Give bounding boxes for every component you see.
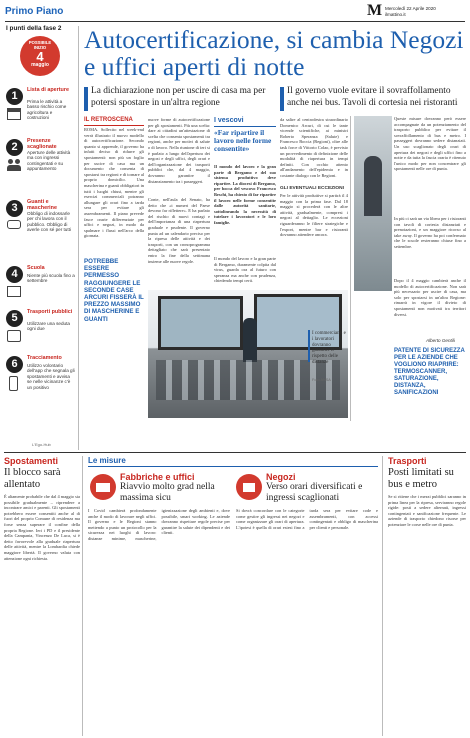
section-title: Primo Piano [5,6,64,17]
section-rule [4,452,466,453]
factories-icon [90,474,116,500]
graphic-source: L'Ego-Hub [32,442,51,447]
block-kicker: Trasporti [388,456,427,466]
step-number: 4 [6,266,23,283]
site-url: ilmattino.it [385,12,406,17]
phase-item [4,354,76,440]
block-body: È altamente probabile che dal 4 maggio sia possibile gradualmente – riprendere a incontrare amici e parenti. Gli spostamenti potrebbero essere consentiti anche al di fuori del proprio Comune di residenza ma forse senza superare il confine della propria Regione. Ieri i PD e il presidente della Campania, Vincenzo De Luca, si è detto favorevole alla graduale riapertura delle attività, mentre la Lombardia chiede maggiore libertà. Il governo valuta con attenzione ogni richiesta. [4,494,80,561]
article-body: Il mondo del lavoro e la gran parte di Bergamo, duramente colpita dal virus, guarda ora al futuro con speranza ma anche con prudenza, chiedendo tempi certi. [214,256,276,284]
block-title: Posti limitati su bus e metro [388,467,454,490]
sidebar-divider [78,26,79,450]
people-icon [7,159,21,171]
block-title: Verso orari diversificati e ingressi scaglionati [266,482,363,503]
article-body: Queste misure dovranno però essere accompagnate da un potenziamento del trasporto pubblico per evitare il sovraffollamento di bus e metro. I passeggeri dovranno sedere distanziati. Un uso scaglionato degli orari di apertura dei negozi e degli uffici fino a notte e da tutta la fascia oraria è ritenuto l'unico modo per non concentrare gli spostamenti nelle ore di punta. [394,116,466,172]
deck-right: Il governo vuole evitare il sovraffollamento anche nei bus. Tavoli di cortesia nei ristoranti [287,86,458,108]
item-title: Lista di aperture [27,87,69,93]
item-title: Trasporti pubblici [27,309,73,315]
block-title: Il blocco sarà allentato [4,467,61,490]
rule [88,466,378,467]
article-body: Per le attività produttive si partirà il 4 maggio con la prima fase. Dal 18 maggio si procederà con le altre attività, gradualmente, compresi i negozi al dettaglio. Le eccezioni riguarderanno le filiere strategiche e l'export, mentre bar e ristoranti dovranno attendere ancora. [280,193,348,238]
article-body: Conte, nell'aula del Senato, ha detto che «i numeri del Paese devono far riflettere». E ha parlato del rischio di nuovi contagi e dell'importanza di una riapertura graduale e prudente. Il governo punta ad un calendario preciso per la ripresa delle attività e dei trasporti, con un cronoprogramma dettagliato che sarà presentato entro la fine della settimana insieme alle nuove regole. [148,197,210,264]
badge-month: maggio [31,62,49,69]
vescovi-quote: «Far ripartire il lavoro nelle forme consentite» [214,128,272,154]
step-number: 3 [6,200,23,217]
item-text: Prima le attività a basso rischio come agricoltura e costruzioni [27,99,67,121]
bus-passenger-photo [354,116,392,291]
header-rule [5,21,465,22]
item-text: Aperture delle attività ma con ingressi contingentati e su appuntamento [27,150,71,172]
block-kicker: Spostamenti [4,456,59,466]
section-label: Le misure [88,456,126,465]
highlight-box [84,258,144,323]
deck-left: La dichiarazione non per uscire di casa ma per potersi spostare in un'altra regione [91,86,266,108]
vescovi-label: I vescovi [214,117,244,124]
block-kicker: Fabbriche e uffici [120,472,195,482]
block-title: Riavvio molto grad nella massima sicu [120,482,215,503]
deck-bar-left [84,87,88,111]
article-body: ROMA. Sollecito nel week-end verrà illustrato il nuovo modello di autocertificazione. Secondo quanto si apprende, il governo ha infatti deciso di ridurre gli spostamenti: non più un foglio per uscire di casa ma un documento che consenta di spostarsi tra regioni e di tornare al proprio domicilio. Una mascherina e guanti obbligatori in tutti i luoghi chiusi, mentre gli esercizi commerciali potranno allungare gli orari fino a tarda sera per evitare gli assembramenti. Il piano prevede fasce orarie differenziate per uffici e negozi, in modo da spalmare i flussi nell'arco della giornata. [84,127,144,239]
badge-label: POSSIBILE INIZIO [28,40,52,50]
step-number: 2 [6,139,23,156]
phase-item [4,86,76,132]
byline: Alberto Gentili [426,338,455,343]
spostamenti-block [4,456,80,736]
school-icon [7,286,21,297]
issue-date: Mercoledì 22 Aprile 2020 [385,6,436,11]
retroscena-label: IL RETROSCENA [84,117,133,123]
shop-icon [236,474,262,500]
article-body: Il mondo del lavoro e la gran parte di Bergamo e del suo sistema produttivo deve ripartire. La diocesi di Bergamo, per bocca del vescovo Francesco Beschi, ha chiesto di far ripartire il lavoro nelle forme consentite dalle autorità sanitarie, sottolineando la necessità di tutelare i lavoratori e le loro famiglie. [214,164,276,225]
sidebar-title: I punti della fase 2 [6,25,62,32]
mask-icon [7,220,21,229]
rule [84,125,144,126]
trasporti-block [388,456,466,736]
item-title: Presenze scaglionate [27,138,57,150]
subhead: GLI EVENTUALI ECCEZIONI [280,186,344,191]
section-header [5,4,465,20]
store-icon [7,108,21,120]
block-body: Si dovrà concordare con le categorie come gestire gli ingressi nei negozi e come organizzare gli orari di apertura. L'ipotesi è quella di orari estesi fino a tarda sera per evitare code e assembramenti, con accessi contingentati e obbligo di mascherina per clienti e personale. [236,508,378,530]
item-title: Tracciamento [27,355,62,361]
pedestrian [243,318,257,362]
column-divider [350,116,351,421]
block-body: Se si ritiene che i mezzi pubblici saranno in prima linea per la ripresa, serviranno regole rigide: posti a sedere alternati, ingressi contingentati e sanificazione frequente. Le aziende di trasporto chiedono risorse per potenziare le corse nelle ore di punta. [388,494,466,527]
highlight-box [394,348,466,408]
phase-item [4,137,76,193]
article-body: nuove forme di autocertificazione per gli spostamenti. Più una scelta: dare ai cittadini un'attestazione di scelta che consenta spostamenti tra regioni, anche per motivi di salute o di lavoro. Nella riunione di ieri si è parlato a lungo dell'apertura dei negozi e degli uffici, degli orari e dell'organizzazione dei trasporti pubblici che, dal 4 maggio, dovranno garantire il distanziamento tra i passeggeri. [148,117,210,184]
block-kicker: Negozi [266,472,296,482]
start-date-badge [20,36,60,76]
column-divider [82,456,83,736]
step-number: 5 [6,310,23,327]
step-number: 6 [6,356,23,373]
phase-item [4,308,76,354]
article-body: In più ci sarà un via libera per i ristoranti con tavoli di cortesia distanziati e prenotazioni, e un maggiore ricorso al take away. Il governo ha poi confermato che le scuole resteranno chiuse fino a settembre. [394,216,466,249]
highlight-text: POTREBBE ESSERE PERMESSO RAGGIUNGERE LE SECONDE CASE ARCURI FISSERÀ IL PREZZO MASSIMO DI MASCHERINE E GUANTI [84,258,144,323]
photo-credit: Foto ANSA [312,378,331,382]
item-text: Utilizzo volontario dell'app che segnala gli spostamenti e avvisa se nelle vicinanze c'è un positivo [27,363,75,390]
smartphone-icon [9,376,18,391]
phase-item [4,198,76,260]
deck-bar-right [280,87,284,111]
item-text: Utilizzare una seduta ogni due [27,321,70,332]
phase-item [4,264,76,304]
block-body: I Covid cambierà profondamente anche il modo di lavorare negli uffici. Il governo e le Regioni stanno mettendo a punto un protocollo per la sicurezza nei luoghi di lavoro: distanze minime, mascherine, igienizzazione degli ambienti e, dove possibile, smart working. Le aziende dovranno rispettare regole precise per garantire la salute dei dipendenti e dei clienti. [88,508,230,541]
item-title: Guanti e mascherine [27,199,57,211]
item-text: Niente più scuola fino a settembre [27,273,75,284]
item-text: Obbligo di indossarle per chi lavora con il pubblico. Obbligo di averle con sé per tutti [27,211,71,233]
highlight-text: PATENTE DI SICUREZZA PER LE AZIENDE CHE VOGLIONO RIAPRIRE: TERMOSCANNER, SATURAZIONE, DISTANZA, SANIFICAZIONI [394,348,465,396]
caption-bar [308,330,310,362]
shop-window [158,296,243,350]
rule [214,126,276,127]
sidebar [4,24,76,451]
column-divider [382,456,383,736]
step-number: 1 [6,88,23,105]
item-title: Scuola [27,265,45,271]
photo-caption: I commercianti e i lavoratori dovranno garantire il rispetto delle distanze [312,331,346,365]
passenger [364,156,382,216]
article-body: Dopo il 4 maggio cambierà anche il modello di autocertificazione. Non sarà più necessario per uscire di casa, ma solo per spostarsi in un'altra Regione: rimarrà in vigore il divieto di spostamenti non motivati tra territori diversi. [394,278,466,317]
main-headline: Autocertificazione, si cambia Negozi e uffici aperti di notte [84,25,464,81]
bus-icon [7,330,21,342]
badge-day: 4 [36,49,44,65]
article-body: da salire al centrodestra straordinario Domenico Arcuri, di cui le tante vicende scientifiche, ai ministri Roberto Speranza (Salute) e Francesco Boccia (Regioni), oltre alle task force di Vittorio Colao, è previsto un provvedimento di definizione delle modalità di riapertura in tempi definiti. Con occhio attento all'andamento dell'epidemia e in costante dialogo con le Regioni. [280,117,348,178]
newspaper-logo: M [367,2,383,19]
